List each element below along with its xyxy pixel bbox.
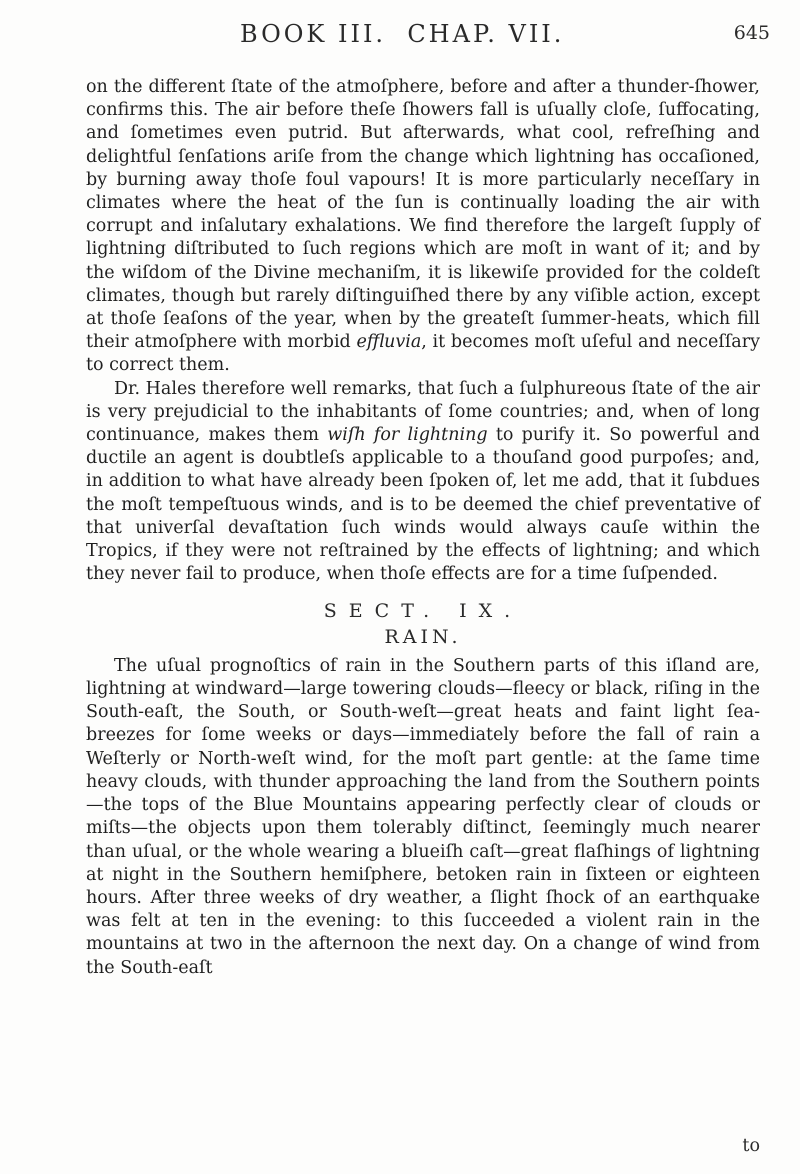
italic-term-effluvia: effluvia <box>356 332 422 353</box>
running-head <box>92 20 770 52</box>
paragraph-text: The uſual prognoſtics of rain in the Southern parts of this iſland are, lightning at windward—large towering clouds—fleecy or black, riſing in the South-eaſt, the South, or South-weſt—great heats and faint light ſea-breezes for ſome weeks or days—immediately before the fall of rain a Weſterly or North-weſt wind, for the moſt part gentle: at the ſame time heavy clouds, with thunder approaching the land from the Southern points—the tops of the Blue Mountains appearing perfectly clear of clouds or miſts—the objects upon them tolerably diſtinct, ſeemingly much nearer than uſual, or the whole wearing a blueiſh caſt—great flaſhings of lightning at night in the Southern hemiſphere, betoken rain in ſixteen or eighteen hours. After three weeks of dry weather, a ſlight ſhock of an earthquake was felt at ten in the evening: to this ſucceeded a violent rain in the mountains at two in the afternoon the next day. On a change of wind from the South-eaſt <box>86 655 760 978</box>
catchword: to <box>742 1136 760 1156</box>
paragraph-text: on the different ſtate of the atmoſphere, before and after a thunder-ſhower, confirms this. The air before theſe ſhowers fall is uſually cloſe, ſuffocating, and ſometimes even putrid. But afterwards, what cool, refreſhing and delightful ſenſations ariſe from the change which lightning has occaſioned, by burning away thoſe foul vapours! It is more particularly neceſſary in climates where the heat of the ſun is continually loading the air with corrupt and inſalutary exhalations. We find therefore the largeſt ſupply of lightning diſtributed to ſuch regions which are moſt in want of it; and by the wiſdom of the Divine mechaniſm, it is likewiſe provided for the coldeſt climates, though but rarely diſtinguiſhed there by any viſible action, except at thoſe ſeaſons of the year, when by the greateſt ſummer-heats, which fill their atmoſphere with morbid <box>86 77 760 353</box>
paragraph-text-end: to purify it. So powerful and ductile an agent is doubtleſs applicable to a thouſand good purpoſes; and, in addition to what have already been ſpoken of, let me add, that it ſubdues the moſt tempeſtuous winds, and is to be deemed the chief preventative of that univerſal devaſtation ſuch winds would always cauſe within the Tropics, if they were not reſtrained by the effects of lightning; and which they never fail to produce, when thoſe effects are for a time ſuſpended. <box>86 425 760 585</box>
paragraph-text: Dr. Hales therefore well remarks, that ſuch a ſulphureous ſtate of the air is very prejudicial to the inhabitants of ſome countries; and, when of long continuance, makes them <box>86 378 760 446</box>
section-heading: SECT. IX. <box>323 600 523 623</box>
paragraph-continuation <box>86 76 760 378</box>
section-title: RAIN. <box>384 625 462 648</box>
paragraph-rain-prognostics <box>86 655 760 980</box>
running-title: BOOK III. CHAP. VII. <box>240 20 565 48</box>
page-number: 645 <box>733 22 770 44</box>
paragraph-dr-hales <box>86 378 760 587</box>
body-text <box>86 76 760 980</box>
paragraph-text-end: , it becomes moſt uſeful and neceſſary to correct them. <box>86 332 760 376</box>
italic-phrase-wish-for-lightning: wiſh for lightning <box>327 425 488 446</box>
